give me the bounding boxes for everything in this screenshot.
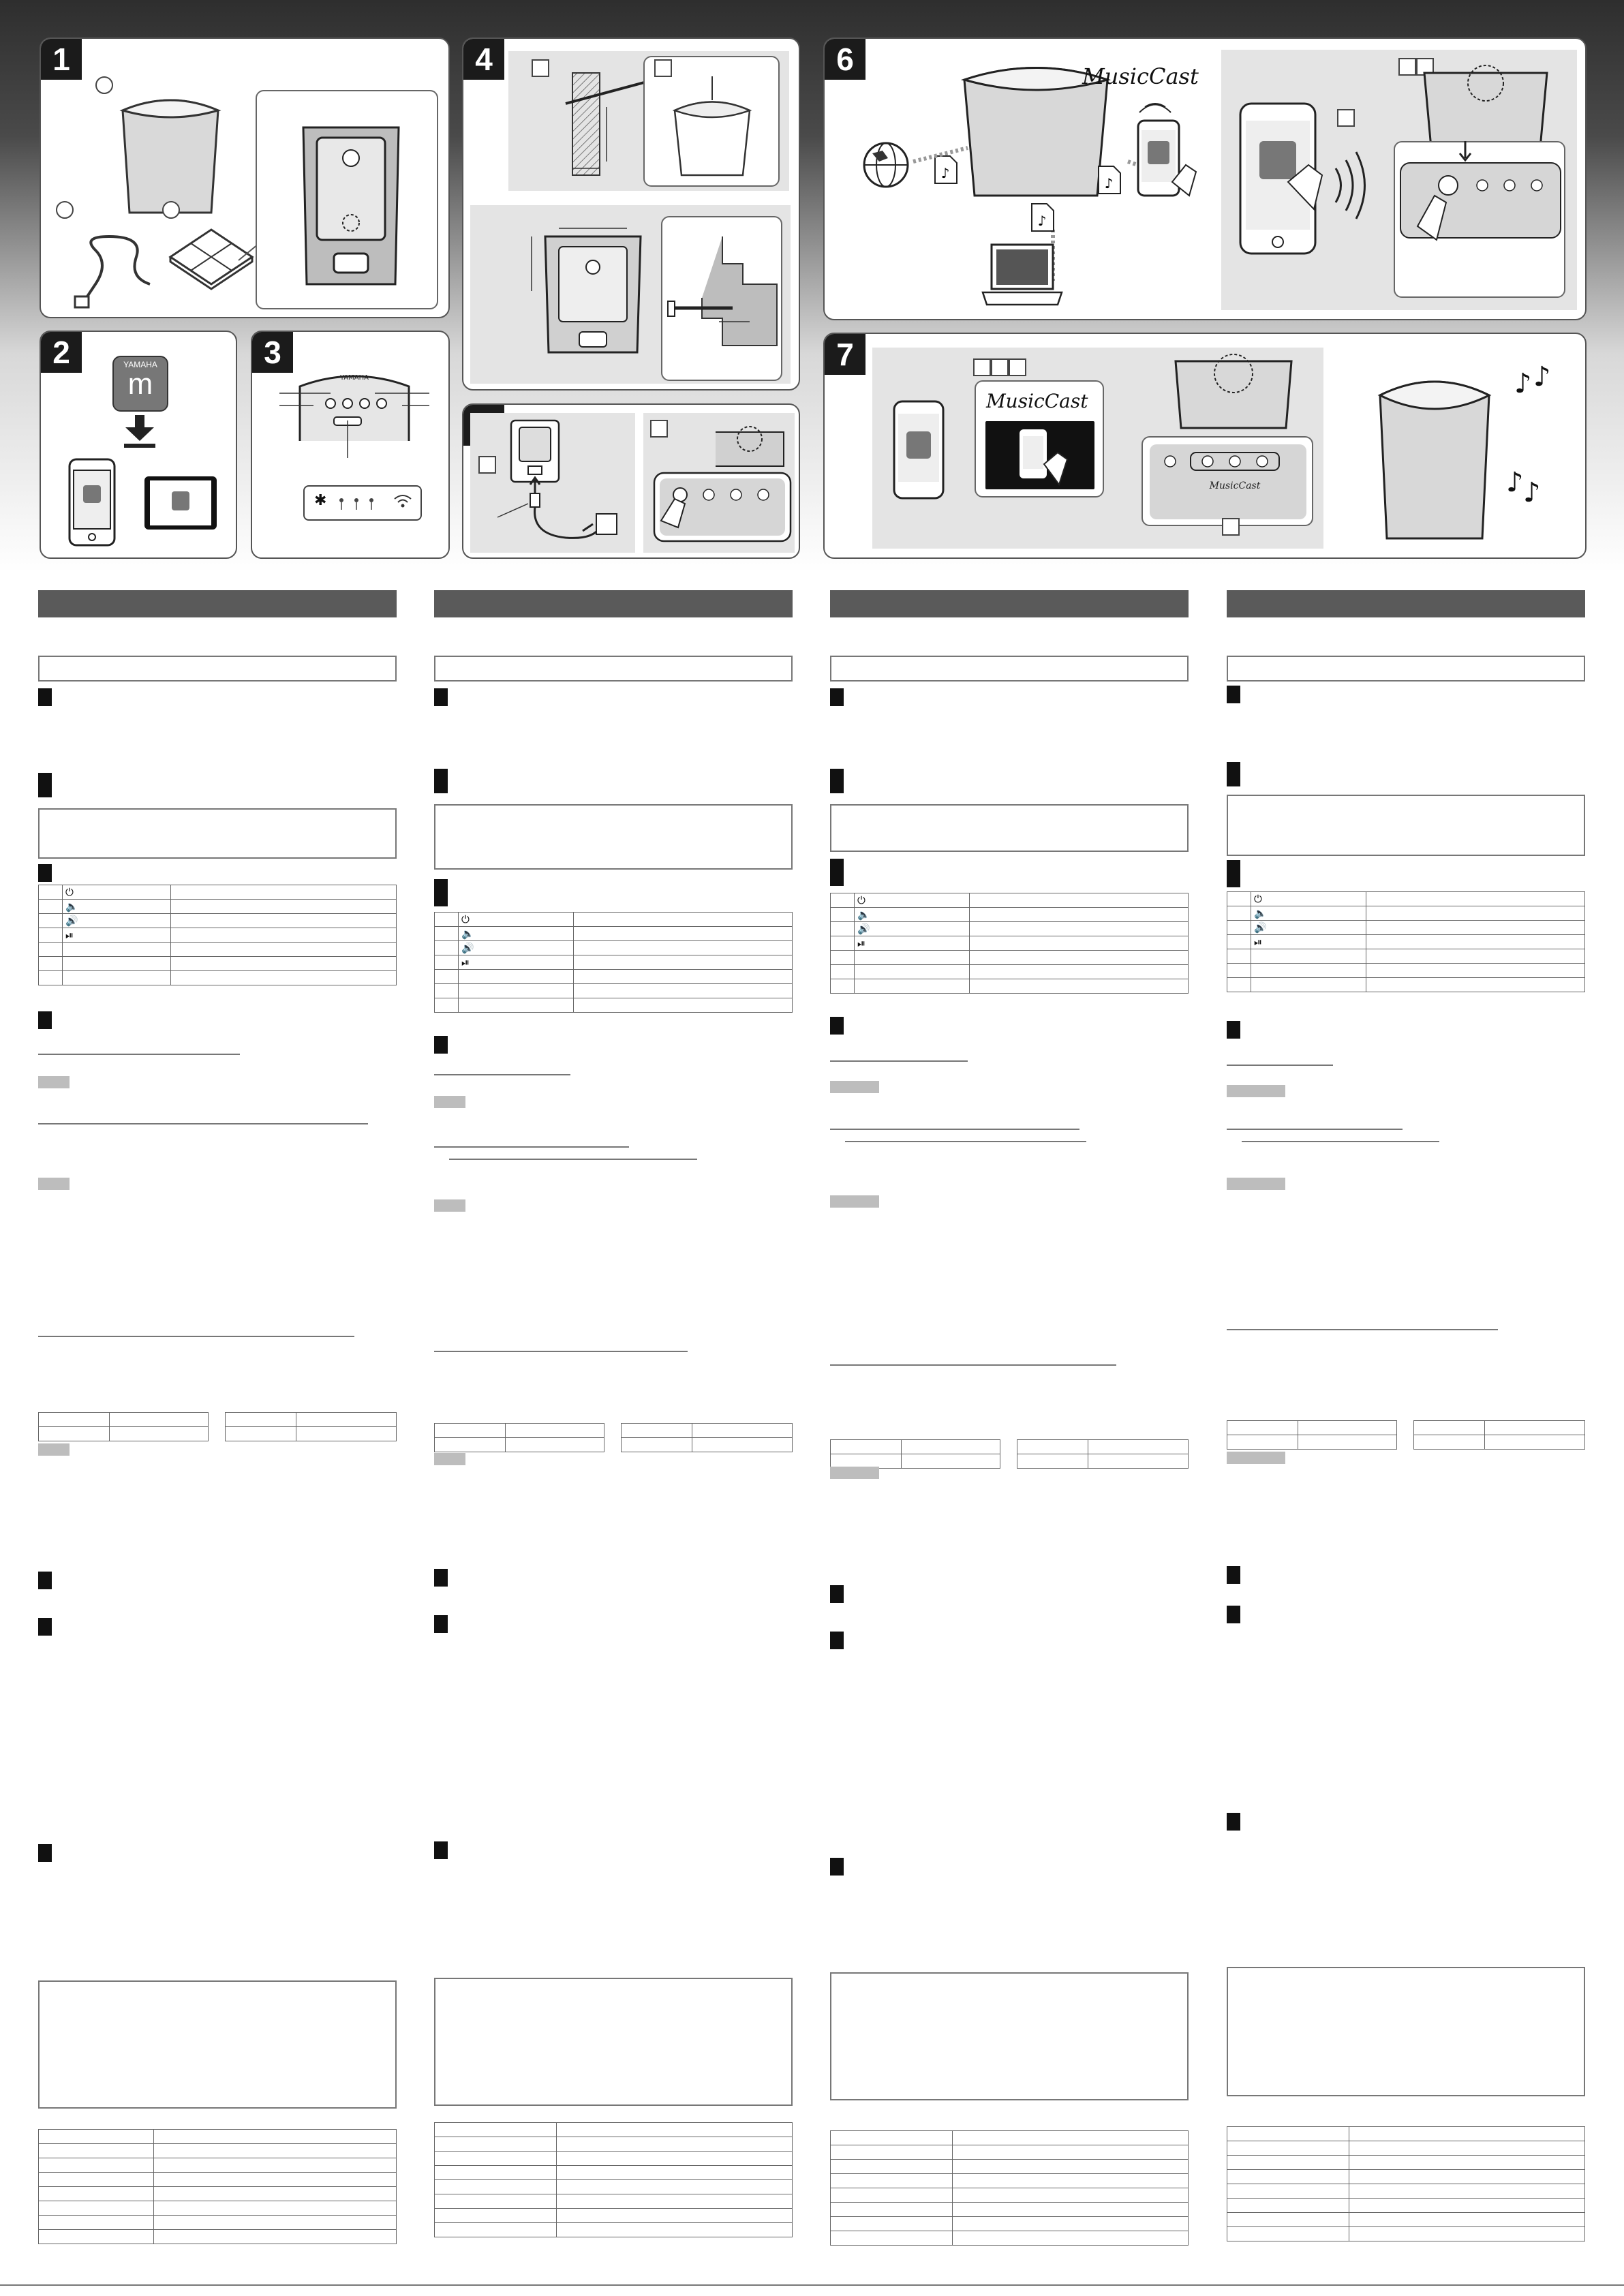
- control-buttons-illustration: [1150, 444, 1306, 519]
- play-pause-icon: ⏯: [1251, 935, 1366, 949]
- power-cable-illustration: [55, 216, 164, 311]
- spec-table-left: [1227, 1420, 1397, 1450]
- step-number: 2: [41, 332, 82, 373]
- smartphone-icon: [68, 458, 116, 547]
- volume-up-icon: 🔊: [855, 922, 970, 936]
- speaker-top-illustration: [1169, 354, 1298, 429]
- section-underline: [38, 1336, 354, 1337]
- indicator-lamps: [335, 493, 389, 512]
- note-box: [38, 808, 397, 859]
- section-marker: [830, 859, 844, 886]
- section-marker: [830, 1858, 844, 1876]
- section-underline: [434, 1074, 570, 1075]
- musiccast-app-icon: [112, 356, 168, 412]
- app-logo-letter: m: [127, 367, 153, 401]
- callout-lines: [266, 380, 443, 461]
- section-marker: [434, 1615, 448, 1633]
- notice-box: [434, 1978, 793, 2106]
- column-header-bar: [434, 590, 793, 617]
- note-box: [434, 804, 793, 870]
- speaker-hanging-illustration: [664, 76, 760, 179]
- spec-table-right: [1413, 1420, 1585, 1450]
- step-number: 6: [825, 39, 865, 80]
- indicator-strip: [303, 485, 422, 521]
- step-7-panel: [823, 333, 1587, 559]
- gray-label: [830, 1195, 879, 1208]
- gray-label: [1227, 1452, 1285, 1464]
- language-column-4: [1227, 590, 1585, 2267]
- section-marker: [1227, 860, 1240, 887]
- phone-with-app-icon: [1124, 100, 1199, 202]
- music-note-icon: ♪: [1533, 361, 1551, 393]
- column-header-bar: [38, 590, 397, 617]
- download-arrow-icon: [121, 415, 158, 449]
- section-underline: [1242, 1141, 1439, 1142]
- section-marker: [38, 773, 52, 797]
- musiccast-logo: MusicCast: [986, 390, 1088, 412]
- play-pause-icon: ⏯: [459, 955, 574, 970]
- power-icon: ⏻: [855, 893, 970, 908]
- power-connection-illustration: [491, 415, 627, 551]
- gray-label: [434, 1199, 465, 1212]
- svg-text:♪: ♪: [1037, 213, 1047, 229]
- svg-text:♪: ♪: [1104, 175, 1114, 192]
- gray-label: [1227, 1178, 1285, 1190]
- controls-table: [38, 885, 397, 985]
- section-marker: [38, 1011, 52, 1029]
- step-4-panel: [462, 37, 800, 391]
- callout-square: [973, 358, 991, 376]
- language-column-3: [830, 590, 1189, 2267]
- section-box: [38, 656, 397, 682]
- music-file-icon: [1097, 165, 1122, 195]
- callout-circle: [162, 201, 180, 219]
- spec-table-left: [38, 1412, 209, 1441]
- play-pause-icon: ⏯: [63, 928, 171, 943]
- section-underline: [830, 1364, 1116, 1366]
- section-marker: [1227, 762, 1240, 786]
- app-brand-label: YAMAHA: [123, 360, 157, 369]
- section-marker: [38, 688, 52, 706]
- section-marker: [830, 688, 844, 706]
- language-column-2: [434, 590, 793, 2267]
- svg-text:MusicCast: MusicCast: [1209, 480, 1261, 491]
- spec-table-left: [830, 1439, 1000, 1469]
- info-table: [830, 2130, 1189, 2246]
- volume-up-icon: 🔊: [459, 941, 574, 955]
- spec-table-right: [225, 1412, 397, 1441]
- column-header-bar: [830, 590, 1189, 617]
- section-marker: [830, 769, 844, 793]
- musiccast-logo: MusicCast: [1082, 63, 1199, 89]
- speaker-rear-illustration: [296, 121, 405, 291]
- section-underline: [434, 1351, 688, 1352]
- step-6-panel: [823, 37, 1587, 320]
- section-marker: [434, 688, 448, 706]
- control-detail-box: [1142, 436, 1313, 526]
- gray-label: [434, 1453, 465, 1465]
- section-underline: [38, 1123, 368, 1124]
- gray-label: [1227, 1085, 1285, 1097]
- volume-down-icon: 🔈: [1251, 906, 1366, 921]
- section-underline: [38, 1054, 240, 1055]
- gray-label: [830, 1467, 879, 1479]
- press-power-illustration: [647, 418, 794, 548]
- section-marker: [1227, 1813, 1240, 1831]
- speaker-rear-dimensions: [525, 223, 654, 359]
- wifi-icon: [393, 493, 412, 508]
- section-underline: [434, 1146, 629, 1148]
- section-underline: [1227, 1329, 1498, 1330]
- gray-label: [830, 1081, 879, 1093]
- language-column-1: [38, 590, 397, 2267]
- callout-square: [654, 59, 672, 77]
- section-marker: [38, 1618, 52, 1636]
- info-table: [434, 2122, 793, 2237]
- step-number: 1: [41, 39, 82, 80]
- note-box: [830, 804, 1189, 852]
- speaker-playing-illustration: [1366, 361, 1503, 545]
- step-number: 7: [825, 334, 865, 375]
- gray-label: [38, 1178, 70, 1190]
- section-marker: [38, 1572, 52, 1589]
- callout-square: [1398, 58, 1416, 76]
- spec-table-right: [1017, 1439, 1189, 1469]
- volume-down-icon: 🔈: [63, 900, 171, 914]
- musiccast-app-screen: [975, 380, 1104, 498]
- controls-table: [1227, 891, 1585, 992]
- section-marker: [434, 769, 448, 793]
- notice-box: [830, 1972, 1189, 2100]
- notice-box: [38, 1980, 397, 2109]
- page-bottom-rule: [0, 2284, 1624, 2286]
- volume-down-icon: 🔈: [855, 908, 970, 922]
- play-pause-icon: ⏯: [855, 936, 970, 951]
- section-box: [830, 656, 1189, 682]
- section-marker: [830, 1632, 844, 1649]
- section-marker: [434, 1841, 448, 1859]
- volume-up-icon: 🔊: [63, 914, 171, 928]
- callout-square: [1222, 518, 1240, 536]
- notice-box: [1227, 1967, 1585, 2096]
- callout-square: [1009, 358, 1026, 376]
- volume-down-icon: 🔈: [459, 927, 574, 941]
- step-number: 4: [463, 39, 504, 80]
- spec-table-left: [434, 1423, 604, 1452]
- section-underline: [449, 1159, 697, 1160]
- tap-phone-icon: [1017, 427, 1071, 488]
- tablet-icon: [143, 475, 218, 531]
- step-5-panel: [462, 403, 800, 559]
- svg-text:♪: ♪: [940, 165, 950, 181]
- section-marker: [434, 1036, 448, 1054]
- section-underline: [830, 1129, 1079, 1130]
- bluetooth-icon: ✱: [314, 492, 327, 509]
- section-box: [434, 656, 793, 682]
- section-underline: [845, 1141, 1086, 1142]
- callout-square: [991, 358, 1009, 376]
- section-marker: [830, 1585, 844, 1603]
- info-table: [38, 2129, 397, 2244]
- note-box: [1227, 795, 1585, 856]
- section-underline: [1227, 1065, 1333, 1066]
- press-connect-illustration: [1397, 141, 1564, 277]
- controls-table: [830, 893, 1189, 994]
- power-icon: ⏻: [63, 885, 171, 900]
- step-2-panel: [40, 331, 237, 559]
- section-box: [1227, 656, 1585, 682]
- music-note-icon: ♪: [1514, 368, 1532, 399]
- section-underline: [830, 1060, 968, 1062]
- laptop-icon: [981, 243, 1063, 308]
- music-note-icon: ♪: [1506, 467, 1524, 498]
- phone-app-tap-illustration: [1234, 100, 1390, 257]
- gray-label: [38, 1076, 70, 1088]
- music-file-icon: [1030, 202, 1055, 232]
- controls-table: [434, 912, 793, 1013]
- gray-label: [38, 1443, 70, 1456]
- spec-table-right: [621, 1423, 793, 1452]
- section-marker: [1227, 1566, 1240, 1584]
- info-table: [1227, 2126, 1585, 2241]
- section-marker: [434, 879, 448, 906]
- step-3-panel: [251, 331, 450, 559]
- section-marker: [1227, 1606, 1240, 1623]
- step-1-panel: [40, 37, 450, 318]
- globe-icon: [862, 141, 910, 189]
- section-marker: [830, 1017, 844, 1035]
- volume-up-icon: 🔊: [1251, 921, 1366, 935]
- music-note-icon: ♪: [1523, 477, 1541, 508]
- power-icon: ⏻: [1251, 892, 1366, 906]
- phone-with-app-icon: [891, 399, 946, 501]
- svg-text:YAMAHA: YAMAHA: [339, 374, 369, 382]
- section-marker: [38, 1844, 52, 1862]
- section-underline: [1227, 1129, 1403, 1130]
- section-marker: [1227, 1021, 1240, 1039]
- section-marker: [434, 1569, 448, 1587]
- section-marker: [38, 864, 52, 882]
- speaker-illustration: [109, 83, 232, 219]
- column-header-bar: [1227, 590, 1585, 617]
- power-icon: ⏻: [459, 913, 574, 927]
- gray-label: [434, 1096, 465, 1108]
- section-marker: [1227, 686, 1240, 703]
- step-number: 3: [252, 332, 293, 373]
- screw-head-illustration: [668, 236, 777, 346]
